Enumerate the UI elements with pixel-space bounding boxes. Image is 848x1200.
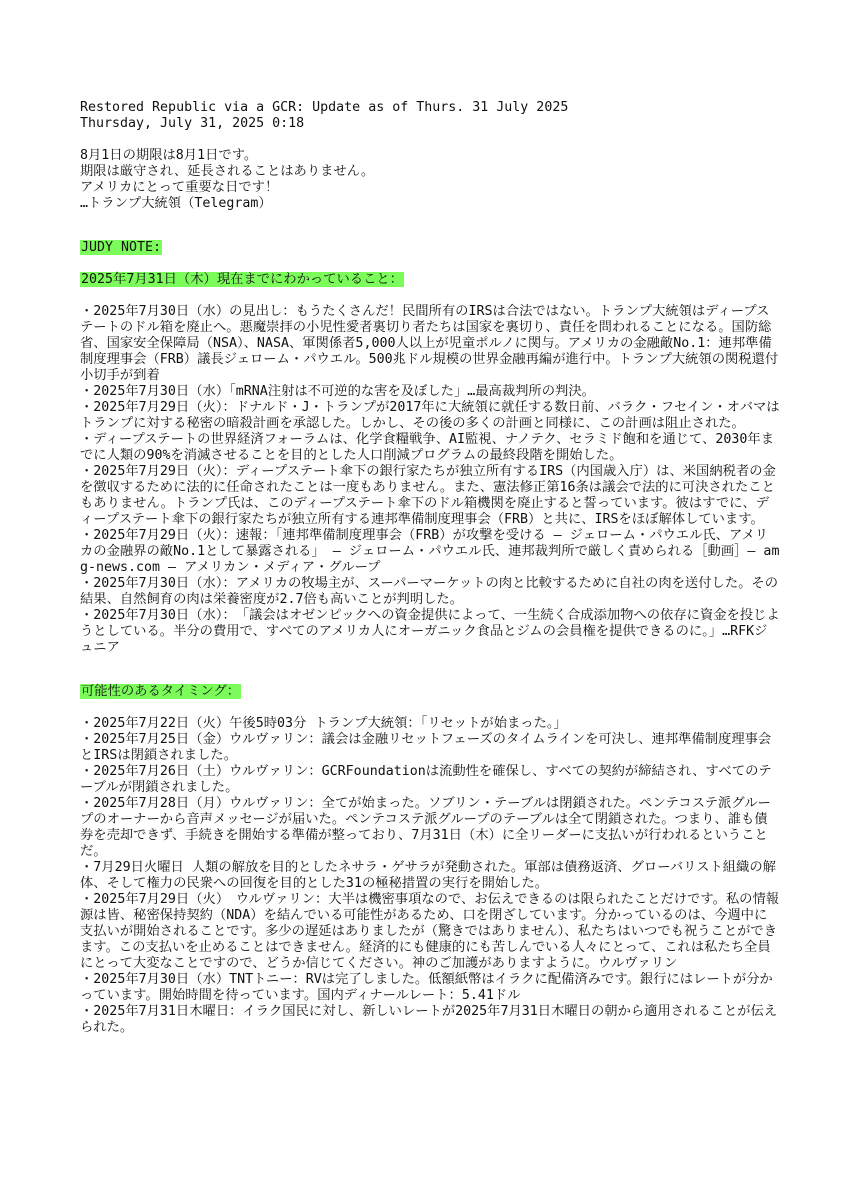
known-item: ・2025年7月29日（火）：ドナルド・J・トランプが2017年に大統領に就任する数日前、バラク・フセイン・オバマはトランプに対する秘密の暗殺計画を承認した。しかし、その後の多くの計画と同様に、この計画は阻止された。 (80, 400, 780, 431)
judy-note-heading: JUDY NOTE: (81, 240, 162, 255)
known-item: ・2025年7月30日（水）「mRNA注射は不可逆的な害を及ぼした」…最高裁判所の判決。 (80, 384, 595, 399)
known-item: ・2025年7月29日（火）：ディープステート傘下の銀行家たちが独立所有するIRS（内国歳入庁）は、米国納税者の金を徴収するために法的に任命されたことは一度もありません。また、憲法修正第16条は議会で法的に可決されたこともありません。トランプ氏は、このディープステート傘下のドル箱機関を廃止すると誓っています。彼はすでに、ディープステート傘下の銀行家たちが独立所有する連邦準備制度理事会（FRB）と共に、IRSをほぼ解体しています。 (80, 464, 776, 527)
known-item: ・2025年7月30日（水）の見出し：もうたくさんだ！民間所有のIRSは合法ではない。トランプ大統領はディープステートのドル箱を廃止へ。悪魔崇拝の小児性愛者裏切り者たちは国家を裏切り、責任を問われることになる。国防総省、国家安全保障局（NSA）、NASA、軍関係者5,000人以上が児童ポルノに関与。アメリカの金融敵No.1：連邦準備制度理事会（FRB）議長ジェローム・パウエル。500兆ドル規模の世界金融再編が進行中。トランプ大統領の関税還付小切手が到着 (80, 304, 779, 383)
timing-list (80, 716, 780, 1036)
timing-item: ・2025年7月31日木曜日：イラク国民に対し、新しいレートが2025年7月31日木曜日の朝から適用されることが伝えられた。 (80, 1004, 778, 1035)
timing-item: ・2025年7月29日（火） ウルヴァリン：大半は機密事項なので、お伝えできるのは限られたことだけです。私の情報源は皆、秘密保持契約（NDA）を結んでいる可能性があるため、口を閉ざしています。分かっているのは、今週中に支払いが開始されることです。多少の遅延はありましたが（驚きではありません）、私たちはいつでも祝うことができます。この支払いを止めることはできません。経済的にも健康的にも苦しんでいる人々にとって、これは私たち全員にとって大変なことですので、どうか信じてください。神のご加護がありますように。ウルヴァリン (80, 892, 780, 971)
known-heading: 2025年7月31日（木）現在までにわかっていること： (81, 272, 403, 287)
known-heading-row (80, 272, 780, 288)
timing-item: ・2025年7月30日（水）TNTトニー：RVは完了しました。低額紙幣はイラクに配備済みです。銀行にはレートが分かっています。開始時間を待っています。国内ディナールレート：5.41ドル (80, 972, 773, 1003)
known-item: ・2025年7月29日（火）：速報：「連邦準備制度理事会（FRB）が攻撃を受ける ― ジェローム・パウエル氏、アメリカの金融界の敵No.1として暴露される」 ― ジェローム・パウエル氏、連邦裁判所で厳しく責められる［動画］― amg-news.com ― アメリカン・メディア・グループ (80, 528, 780, 575)
spacer (80, 700, 780, 716)
spacer (80, 656, 780, 684)
judy-note-heading-row (80, 240, 780, 256)
timing-item: ・2025年7月22日（火）午後5時03分 トランプ大統領：「リセットが始まった。」 (80, 716, 567, 731)
intro-line: アメリカにとって重要な日です！ (80, 180, 279, 195)
known-item: ・ディープステートの世界経済フォーラムは、化学食糧戦争、AI監視、ナノテク、セラミド飽和を通じて、2030年までに人類の90%を消滅させることを目的とした人口削減プログラムの最終段階を開始した。 (80, 432, 774, 463)
timing-heading-row (80, 684, 780, 700)
known-item: ・2025年7月30日（水）：アメリカの牧場主が、スーパーマーケットの肉と比較するために自社の肉を送付した。その結果、自然飼育の肉は栄養密度が2.7倍も高いことが判明した。 (80, 576, 779, 607)
document-date: Thursday, July 31, 2025 0:18 (80, 116, 305, 131)
intro-line: 8月1日の期限は8月1日です。 (80, 148, 258, 163)
timing-heading: 可能性のあるタイミング： (81, 684, 241, 699)
known-list (80, 304, 780, 656)
timing-item: ・7月29日火曜日 人類の解放を目的としたネサラ・ゲサラが発動された。軍部は債務返済、グローバリスト組織の解体、そして権力の民衆への回復を目的とした31の極秘措置の実行を開始した。 (80, 860, 776, 891)
intro-line: 期限は厳守され、延長されることはありません。 (80, 164, 375, 179)
timing-item: ・2025年7月28日（月）ウルヴァリン：全てが始まった。ソブリン・テーブルは閉鎖された。ペンテコステ派グループのオーナーから音声メッセージが届いた。ペンテコステ派グループのテーブルは全て閉鎖された。つまり、誰も債券を売却できず、手続きを開始する準備が整っており、7月31日（木）に全リーダーに支払いが行われるということだ。 (80, 796, 771, 859)
timing-item: ・2025年7月26日（土）ウルヴァリン：GCRFoundationは流動性を確保し、すべての契約が締結され、すべてのテーブルが閉鎖されました。 (80, 764, 772, 795)
intro-block (80, 148, 780, 212)
document-page (80, 100, 780, 1036)
intro-line: …トランプ大統領（Telegram） (80, 196, 272, 211)
spacer (80, 212, 780, 240)
spacer (80, 256, 780, 272)
timing-item: ・2025年7月25日（金）ウルヴァリン：議会は金融リセットフェーズのタイムラインを可決し、連邦準備制度理事会とIRSは閉鎖されました。 (80, 732, 772, 763)
spacer (80, 288, 780, 304)
spacer (80, 132, 780, 148)
document-title: Restored Republic via a GCR: Update as of Thurs. 31 July 2025 (80, 100, 569, 115)
known-item: ・2025年7月30日（水）： 「議会はオゼンピックへの資金提供によって、一生続く合成添加物への依存に資金を投じようとしている。半分の費用で、すべてのアメリカ人にオーガニック食品とジムの会員権を提供できるのに。」…RFKジュニア (80, 608, 780, 655)
